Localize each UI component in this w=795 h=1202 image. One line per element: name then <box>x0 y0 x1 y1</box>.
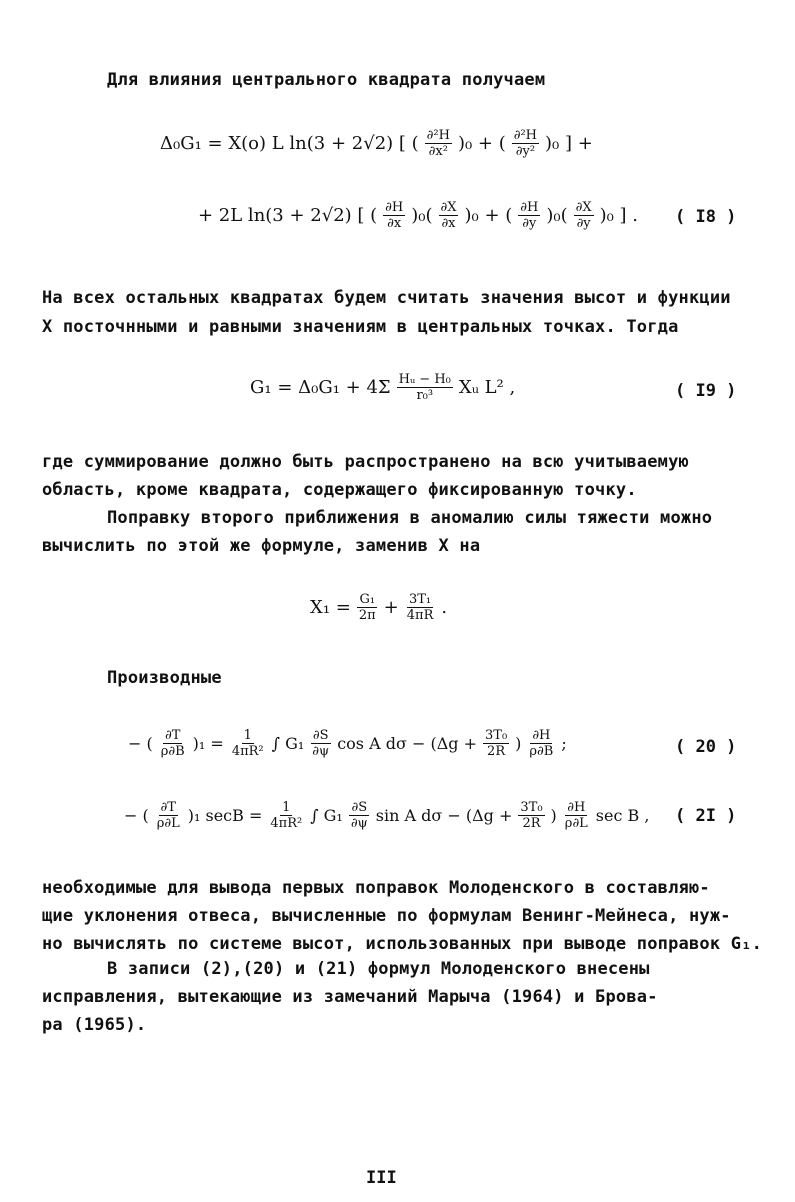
fraction: $\frac{\text{Hᵤ − H₀}}{\text{r₀³}}$ <box>398 372 451 403</box>
eq18-term: )₀ ] . <box>599 205 639 226</box>
eq19-term: G₁ = Δ₀G₁ + 4Σ <box>250 377 391 398</box>
eq20-term: ∫ G₁ <box>271 734 305 753</box>
chi-term: Χ₁ = <box>310 597 351 618</box>
eq21-term: − ( <box>124 806 149 825</box>
equation-number-20: ( 20 ) <box>675 737 737 757</box>
paragraph-other-squares-line-1: На всех остальных квадратах будем считать значения высот и функции <box>42 288 731 308</box>
eq18-term: )₀ + ( <box>464 205 513 226</box>
paragraph-summation-line-2: область, кроме квадрата, содержащего фиксированную точку. <box>42 480 637 500</box>
fraction: $\frac{\partial H}{\partial x}$ <box>385 200 404 231</box>
paragraph-necessary-line-1: необходимые для вывода первых поправок Молоденского в составляю- <box>42 878 710 898</box>
fraction: $\frac{\partial X}{\partial x}$ <box>440 200 457 231</box>
chi-term: + <box>383 597 399 618</box>
paragraph-corrections-line-1: В записи (2),(20) и (21) формул Молоденского внесены <box>107 959 650 979</box>
equation-number-21: ( 2I ) <box>675 806 737 826</box>
page-number: III <box>366 1168 397 1188</box>
fraction: $\frac{\text{3T₁}}{4\pi R}$ <box>406 592 434 623</box>
paragraph-necessary-line-2: щие уклонения отвеса, вычисленные по формулам Венинг-Мейнеса, нуж- <box>42 906 731 926</box>
paragraph-corrections-line-3: ра (1965). <box>42 1015 147 1035</box>
paragraph-central-square: Для влияния центрального квадрата получаем <box>107 70 546 90</box>
paragraph-summation-line-1: где суммирование должно быть распространено на всю учитываемую <box>42 452 689 472</box>
fraction: $\frac{\partial T}{\rho\partial B}$ <box>160 728 185 759</box>
fraction: $\frac{\text{∂²H}}{\text{∂y²}}$ <box>513 128 538 159</box>
fraction: $\frac{\text{∂²H}}{\text{∂x²}}$ <box>426 128 450 159</box>
paragraph-correction-line-2: вычислить по этой же формуле, заменив Х на <box>42 536 481 556</box>
fraction: $\frac{\partial H}{\rho\partial B}$ <box>529 728 554 759</box>
eq18-term: )₀ + ( <box>457 133 506 154</box>
eq21-term: ∫ G₁ <box>310 806 343 825</box>
eq20-term: − ( <box>128 734 153 753</box>
paragraph-necessary-line-3: но вычислять по системе высот, использованных при выводе поправок G₁. <box>42 934 763 954</box>
fraction: $\frac{\partial S}{\partial\psi}$ <box>312 728 330 759</box>
fraction: $\frac{\text{3T₀}}{2R}$ <box>485 728 508 759</box>
paragraph-other-squares-line-2: Х посточнными и равными значениям в центральных точках. Тогда <box>42 317 679 337</box>
eq20-term: ) <box>515 734 522 753</box>
chi-term: . <box>441 597 448 618</box>
eq20-term: )₁ = <box>192 734 224 753</box>
equation-number-18: ( I8 ) <box>675 207 737 227</box>
eq18-term: )₀ ] + <box>545 133 593 154</box>
eq21-term: sin A dσ − (Δg + <box>375 806 513 825</box>
fraction: $\frac{\partial H}{\partial y}$ <box>520 200 539 231</box>
paragraph-derivatives: Производные <box>107 668 222 688</box>
fraction: $\frac{\partial S}{\partial\psi}$ <box>350 800 368 831</box>
equation-18-line-2 <box>198 200 638 231</box>
paragraph-corrections-line-2: исправления, вытекающие из замечаний Марыча (1964) и Брова- <box>42 987 658 1007</box>
eq20-term: ; <box>561 734 567 753</box>
equation-20 <box>128 728 567 759</box>
eq18-term: )₀( <box>546 205 568 226</box>
eq19-term: Χᵤ L² , <box>458 377 516 398</box>
fraction: $\frac{\text{3T₀}}{2R}$ <box>520 800 543 831</box>
eq21-term: )₁ secB = <box>187 806 263 825</box>
eq20-term: cos A dσ − (Δg + <box>337 734 477 753</box>
equation-number-19: ( I9 ) <box>675 381 737 401</box>
fraction: $\frac{\partial H}{\rho\partial L}$ <box>564 800 588 831</box>
equation-18-line-1 <box>160 128 593 159</box>
equation-chi-1 <box>310 592 447 623</box>
equation-21 <box>124 800 649 831</box>
fraction: $\frac{\partial X}{\partial y}$ <box>575 200 592 231</box>
fraction: $\frac{\partial T}{\rho\partial L}$ <box>156 800 180 831</box>
fraction: $\frac{\text{G₁}}{2\pi}$ <box>358 592 376 623</box>
eq21-term: sec B , <box>595 806 650 825</box>
eq18-term: )₀( <box>411 205 433 226</box>
eq18-term: Δ₀G₁ = Χ(o) L ln(3 + 2√2) [ ( <box>160 133 419 154</box>
paragraph-correction-line-1: Поправку второго приближения в аномалию силы тяжести можно <box>107 508 713 528</box>
eq18-term: + 2L ln(3 + 2√2) [ ( <box>198 205 378 226</box>
fraction: $\frac{1}{\text{4πR²}}$ <box>231 728 264 759</box>
eq21-term: ) <box>550 806 557 825</box>
equation-19 <box>250 372 515 403</box>
fraction: $\frac{1}{\text{4πR²}}$ <box>270 800 303 831</box>
